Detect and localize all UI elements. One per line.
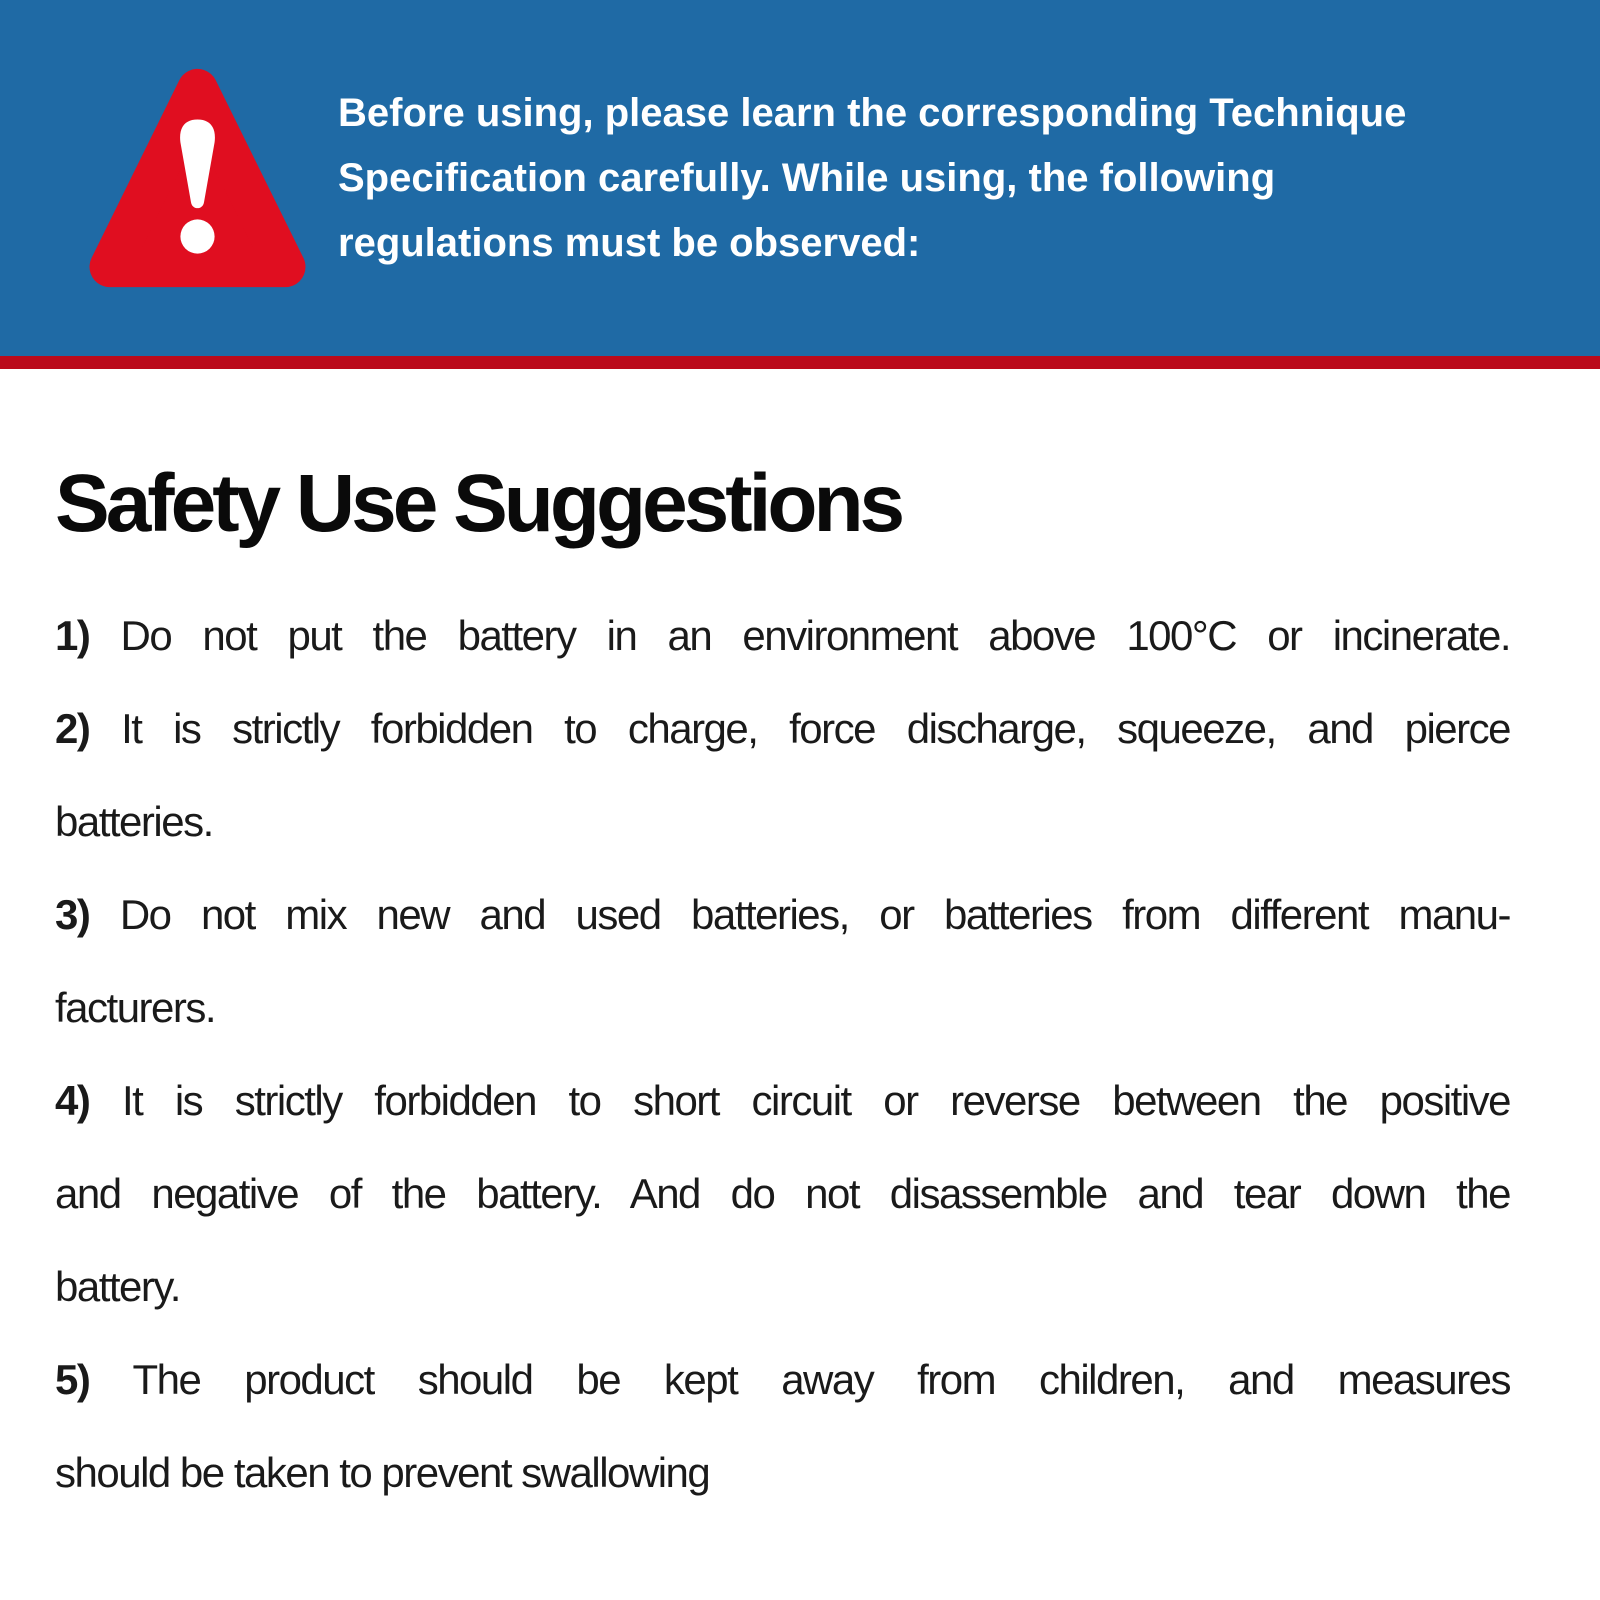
item-text: Do not mix new and used batteries, or batteries from different manu- <box>119 891 1511 939</box>
list-line <box>55 775 1510 868</box>
item-text: The product should be kept away from children, and measures <box>132 1356 1510 1404</box>
item-text: and negative of the battery. And do not disassemble and tear down the <box>55 1170 1510 1218</box>
list-line <box>55 868 1510 961</box>
banner-line: Specification carefully. While using, the following <box>338 155 1276 200</box>
list-line <box>55 682 1510 775</box>
list-line <box>55 1240 1510 1333</box>
item-text: Do not put the battery in an environment above 100°C or incinerate. <box>120 612 1510 660</box>
item-text: It is strictly forbidden to short circuit or reverse between the positive <box>121 1077 1511 1125</box>
list-line <box>55 1147 1510 1240</box>
item-number: 4) <box>55 1077 90 1125</box>
item-text: batteries. <box>55 798 213 846</box>
page-title: Safety Use Suggestions <box>55 458 902 549</box>
suggestions-list <box>55 589 1510 1519</box>
item-number: 5) <box>55 1356 90 1404</box>
red-divider <box>0 356 1600 369</box>
list-line <box>55 961 1510 1054</box>
item-number: 3) <box>55 891 90 939</box>
list-line <box>55 1333 1510 1426</box>
banner-text <box>338 81 1560 276</box>
banner-line: Before using, please learn the corresponding Technique <box>338 90 1407 135</box>
item-text: It is strictly forbidden to charge, force discharge, squeeze, and pierce <box>121 705 1510 753</box>
item-number: 2) <box>55 705 90 753</box>
list-line <box>55 1054 1510 1147</box>
banner-line: regulations must be observed: <box>338 220 921 265</box>
list-line <box>55 589 1510 682</box>
list-line <box>55 1426 1510 1519</box>
warning-banner <box>0 0 1600 356</box>
item-text: battery. <box>55 1263 180 1311</box>
item-text: facturers. <box>55 984 216 1032</box>
main-content <box>0 458 1600 1519</box>
item-number: 1) <box>55 612 90 660</box>
item-text: should be taken to prevent swallowing <box>55 1449 710 1497</box>
warning-triangle-icon <box>85 58 310 298</box>
